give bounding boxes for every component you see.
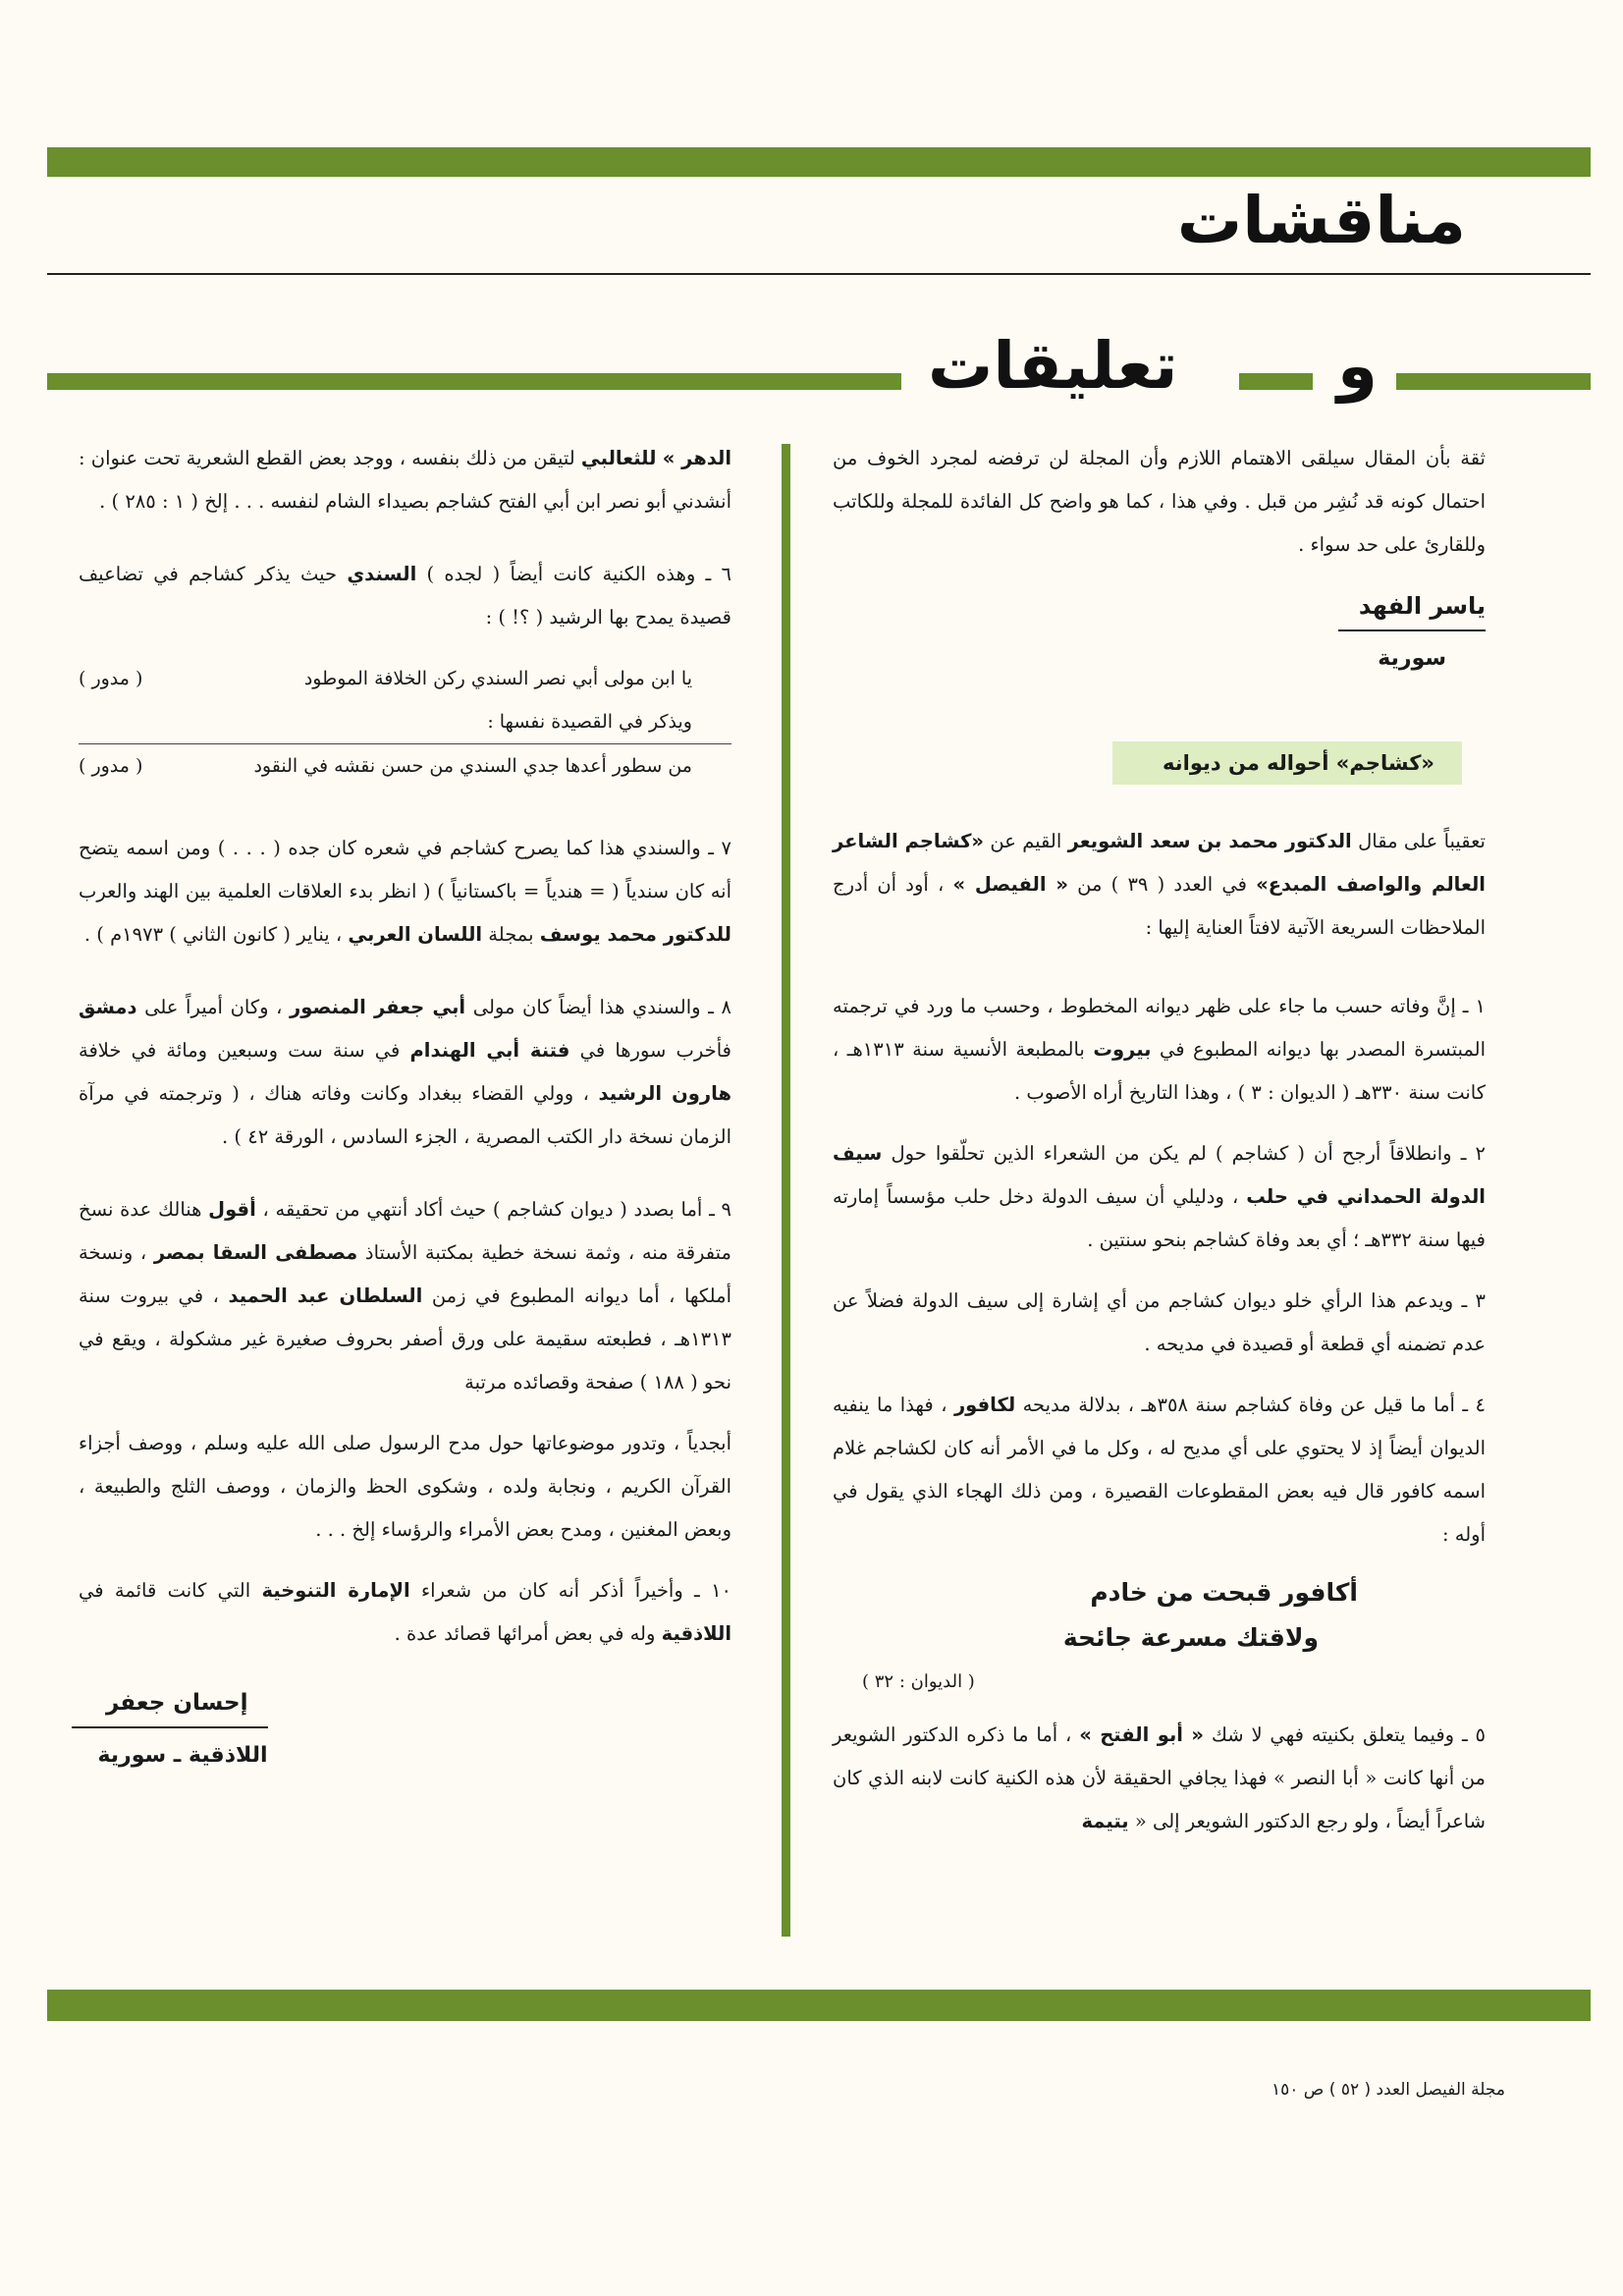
header-title-line2: تعليقات [928,328,1178,404]
continuation-paragraph: الدهر » للثعالبي لتيقن من ذلك بنفسه ، ووجد بعض القطع الشعرية تحت عنوان : أنشدني أبو نصر ابن أبي الفتح كشاجم بصيداء الشام لنفسه . . . إلخ ( ١ : ٢٨٥ ) . [79,447,732,513]
author1-signature [1338,584,1486,681]
verse-block [833,1570,1486,1704]
item-8: ٨ ـ والسندي هذا أيضاً كان مولى أبي جعفر المنصور ، وكان أميراً على دمشق فأخرب سورها في فتنة أبي الهندام في سنة ست وسبعين ومائة في خلافة هارون الرشيد ، وولي القضاء ببغداد وكانت وفاته هناك ، ( وترجمته في مرآة الزمان نسخة دار الكتب المصرية ، الجزء السادس ، الورقة ٤٢ ) . [79,996,731,1148]
intro-paragraph: ثقة بأن المقال سيلقى الاهتمام اللازم وأن المجلة لن ترفضه لمجرد الخوف من احتمال كونه قد نُشِر من قبل . وفي هذا ، كما هو واضح كل الفائدة للمجلة وللكاتب وللقارئ على حد سواء . [833,447,1486,556]
bottom-green-bar [47,1990,1591,2021]
title-bar-left [47,373,901,390]
verse-line-1: أكافور قبحت من خادم [1090,1578,1358,1607]
poem-note-1: ( مدور ) [79,668,143,689]
top-green-bar [47,147,1591,177]
item-5: ٥ ـ وفيما يتعلق بكنيته فهي لا شك « أبو الفتح » ، أما ما ذكره الدكتور الشويعر من أنها كانت « أبا النصر » فهذا يجافي الحقيقة لأن هذه الكنية كانت لابنه الذي كان شاعراً أيضاً ، ولو رجع الدكتور الشويعر إلى « يتيمة [833,1723,1486,1832]
item-2: ٢ ـ وانطلاقاً أرجح أن ( كشاجم ) لم يكن من الشعراء الذين تحلّقوا حول سيف الدولة الحمداني في حلب ، ودليلي أن سيف الدولة دخل حلب مؤسساً إمارته فيها سنة ٣٣٢هـ ؛ أي بعد وفاة كشاجم بنحو سنتين . [833,1142,1486,1251]
item-7: ٧ ـ والسندي هذا كما يصرح كشاجم في شعره كان جده ( . . . ) ومن اسمه يتضح أنه كان سندياً ( = هندياً = باكستانياً ) ( انظر بدء العلاقات العلمية بين الهند والعرب للدكتور محمد يوسف بمجلة اللسان العربي ، يناير ( كانون الثاني ) ١٩٧٣م ) . [79,837,731,946]
page-footer: مجلة الفيصل العدد ( ٥٢ ) ص ١٥٠ [1271,2080,1505,2100]
item-9-continued: أبجدياً ، وتدور موضوعاتها حول مدح الرسول صلى الله عليه وسلم ، ووصف أجزاء القرآن الكريم ، ونجابة ولده ، وشكوى الحظ والزمان ، ووصف الثلج والطبيعة ، وبعض المغنين ، ومدح بعض الأمراء والرؤساء إلخ . . . [79,1432,731,1541]
header-title-conj: و [1337,328,1379,404]
author2-place: اللاذقية ـ سورية [97,1743,268,1768]
author2-name: إحسان جعفر [72,1681,268,1728]
author1-place: سورية [1378,646,1446,671]
poem-line-1: يا ابن مولى أبي نصر السندي ركن الخلافة الموطود ( مدور ) [79,657,731,700]
item-10: ١٠ ـ وأخيراً أذكر أنه كان من شعراء الإمارة التنوخية التي كانت قائمة في اللاذقية وله في بعض أمرائها قصائد عدة . [79,1579,732,1645]
section-heading-box [833,741,1486,785]
verse-reference: ( الديوان : ٣٢ ) [862,1671,975,1692]
item-9: ٩ ـ أما بصدد ( ديوان كشاجم ) حيث أكاد أنتهي من تحقيقه ، أقول هنالك عدة نسخ متفرقة منه ، وثمة نسخة خطية بمكتبة الأستاذ مصطفى السقا بمصر ، ونسخة أملكها ، أما ديوانه المطبوع في زمن السلطان عبد الحميد ، في بيروت سنة ١٣١٣هـ ، فطبعته سقيمة على ورق أصفر بحروف صغيرة غير مشكولة ، ويقع في نحو ( ١٨٨ ) صفحة وقصائده مرتبة [79,1198,731,1394]
header-rule [47,273,1591,275]
column-divider [782,444,790,1937]
item-6: ٦ ـ وهذه الكنية كانت أيضاً ( لجده ) السندي حيث يذكر كشاجم في تضاعيف قصيدة يمدح بها الرشيد ( ؟! ) : [79,563,731,629]
left-column [79,437,731,1777]
intro-commentary: تعقيباً على مقال الدكتور محمد بن سعد الشويعر القيم عن «كشاجم الشاعر العالم والواصف المبدع» في العدد ( ٣٩ ) من « الفيصل » ، أود أن أدرج الملاحظات السريعة الآتية لافتاً العناية إليها : [833,830,1486,939]
section-heading: «كشاجم» أحواله من ديوانه [1112,741,1462,785]
poem-line-2: من سطور أعدها جدي السندي من حسن نقشه في النقود ( مدور ) [79,743,731,788]
header-title-line1: مناقشات [1176,183,1466,258]
right-column [833,437,1486,1861]
item-4: ٤ ـ أما ما قيل عن وفاة كشاجم سنة ٣٥٨هـ ، بدلالة مديحه لكافور ، فهذا ما ينفيه الديوان أيضاً إذ لا يحتوي على أي مديح له ، وكل ما في الأمر أنه كان لكشاجم غلام اسمه كافور قال فيه بعض المقطوعات القصيرة ، ومن ذلك الهجاء الذي يقول في أوله : [833,1394,1487,1546]
poem-interjection: ويذكر في القصيدة نفسها : [487,711,692,733]
title-bar-mid [1239,373,1313,390]
item-1: ١ ـ إنَّ وفاته حسب ما جاء على ظهر ديوانه المخطوط ، وحسب ما ورد في ترجمته المبتسرة المصدر بها ديوانه المطبوع في بيروت بالمطبعة الأنسية سنة ١٣١٣هـ ، كانت سنة ٣٣٠هـ ( الديوان : ٣ ) ، وهذا التاريخ أراه الأصوب . [833,995,1487,1104]
author1-name: ياسر الفهد [1338,584,1486,631]
verse-line-2: ولاقتك مسرعة جائحة [1062,1623,1319,1652]
title-bar-right [1396,373,1591,390]
item-3: ٣ ـ ويدعم هذا الرأي خلو ديوان كشاجم من أي إشارة إلى سيف الدولة فضلاً عن عدم تضمنه أي قطعة أو قصيدة في مديحه . [833,1289,1486,1355]
author2-signature [72,1681,268,1777]
poem-note-2: ( مدور ) [79,755,143,777]
